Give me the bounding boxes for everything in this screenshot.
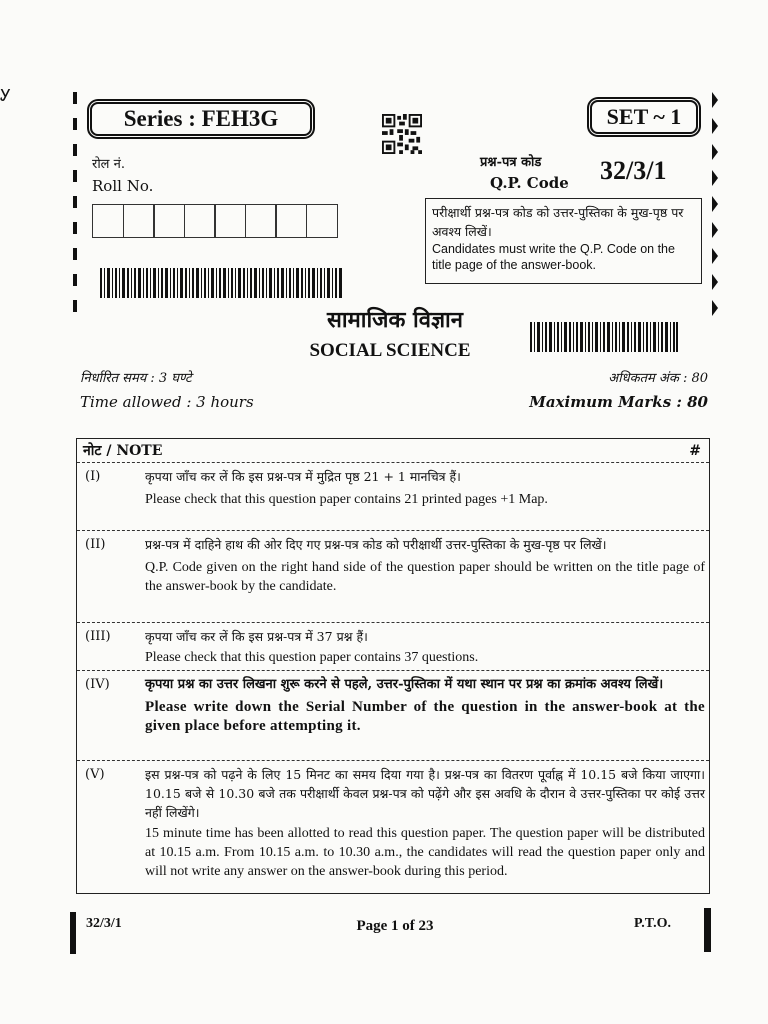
instruction-english: Candidates must write the Q.P. Code on the title page of the answer-book. (432, 242, 675, 272)
series-label: Series : FEH3G (90, 102, 312, 136)
note-item-number: (IV) (85, 677, 110, 692)
note-item-hindi: कृपया जाँच कर लें कि इस प्रश्न-पत्र में मुद्रित पृष्ठ 21 + 1 मानचित्र हैं। (145, 469, 461, 484)
qr-code-icon (382, 114, 422, 154)
left-cut-marks (72, 92, 78, 322)
roll-no-label: Roll No. (92, 177, 154, 195)
qp-code-label-hindi: प्रश्न-पत्र कोड (480, 155, 542, 170)
note-item-hindi: इस प्रश्न-पत्र को पढ़ने के लिए 15 मिनट का समय दिया गया है। प्रश्न-पत्र का वितरण पूर्वाह्न में 10.15 बजे किया जाएगा। 10.15 बजे से 10.30 बजे तक परीक्षार्थी केवल प्रश्न-पत्र को पढ़ेंगे और इस अवधि के दौरान वे उत्तर-पुस्तिका पर कोई उत्तर नहीं लिखेंगे। (145, 767, 705, 820)
roll-no-box[interactable] (92, 204, 124, 238)
time-allowed: Time allowed : 3 hours (80, 393, 254, 411)
note-header (77, 439, 709, 463)
maximum-marks-hindi: अधिकतम अंक : 80 (608, 371, 708, 386)
footer-left-bar (70, 912, 76, 954)
note-table (76, 438, 710, 894)
note-item-english: 15 minute time has been allotted to read this question paper. The question paper will be distributed at 10.15 a.m. From 10.15 a.m. to 10.30 a.m., the candidates will read the question paper only and will not write any answer on the answer-book during this period. (145, 826, 705, 879)
note-item-english: Please check that this question paper contains 37 questions. (145, 650, 479, 665)
barcode-icon (530, 322, 678, 352)
roll-no-box[interactable] (153, 204, 185, 238)
instruction-hindi: परीक्षार्थी प्रश्न-पत्र कोड को उत्तर-पुस्तिका के मुख-पृष्ठ पर अवश्य लिखें। (432, 205, 684, 239)
set-label: SET ~ 1 (590, 100, 698, 134)
note-item (77, 761, 709, 885)
note-item (77, 531, 709, 623)
roll-no-boxes (92, 204, 336, 238)
barcode-icon (100, 268, 342, 298)
roll-no-label-hindi: रोल नं. (92, 157, 125, 172)
note-item-english: Please check that this question paper contains 21 printed pages +1 Map. (145, 492, 548, 507)
note-item-english: Please write down the Serial Number of the question in the answer-book at the given place before attempting it. (145, 699, 705, 734)
page-number: Page 1 of 23 (356, 918, 434, 934)
note-item-hindi: प्रश्न-पत्र में दाहिने हाथ की ओर दिए गए प्रश्न-पत्र कोड को परीक्षार्थी उत्तर-पुस्तिका के मुख-पृष्ठ पर लिखें। (145, 537, 607, 552)
right-cut-marks (710, 92, 720, 322)
roll-no-box[interactable] (275, 204, 307, 238)
note-item (77, 463, 709, 531)
subject-title-hindi: सामाजिक विज्ञान (327, 307, 463, 333)
note-item-hindi: कृपया प्रश्न का उत्तर लिखना शुरू करने से पहले, उत्तर-पुस्तिका में यथा स्थान पर प्रश्न का क्रमांक अवश्य लिखें। (145, 677, 664, 692)
roll-no-box[interactable] (184, 204, 216, 238)
note-item-number: (II) (85, 537, 106, 552)
qp-code-value: 32/3/1 (600, 156, 667, 185)
instruction-box (425, 198, 702, 284)
maximum-marks: Maximum Marks : 80 (529, 393, 708, 411)
roll-no-box[interactable] (245, 204, 277, 238)
roll-no-box[interactable] (306, 204, 338, 238)
roll-no-box[interactable] (214, 204, 246, 238)
qp-code-label: Q.P. Code (490, 174, 569, 192)
footer-right-bar (704, 908, 711, 952)
note-item (77, 671, 709, 761)
subject-title: SOCIAL SCIENCE (309, 340, 471, 361)
time-allowed-hindi: निर्धारित समय : 3 घण्टे (80, 371, 192, 386)
note-item-number: (III) (85, 629, 111, 644)
note-item-english: Q.P. Code given on the right hand side of the question paper should be written on the title page of the answer-book by the candidate. (145, 560, 705, 594)
note-item-hindi: कृपया जाँच कर लें कि इस प्रश्न-पत्र में 37 प्रश्न हैं। (145, 629, 368, 644)
note-item-number: (I) (85, 469, 101, 484)
pto-label: P.T.O. (634, 916, 671, 931)
note-symbol: # (689, 442, 701, 459)
note-item-number: (V) (85, 767, 105, 782)
margin-mark: Ꭹ (0, 86, 12, 105)
note-heading: नोट / NOTE (83, 443, 163, 459)
footer-qp-code: 32/3/1 (86, 916, 122, 931)
roll-no-box[interactable] (123, 204, 155, 238)
note-item (77, 623, 709, 671)
